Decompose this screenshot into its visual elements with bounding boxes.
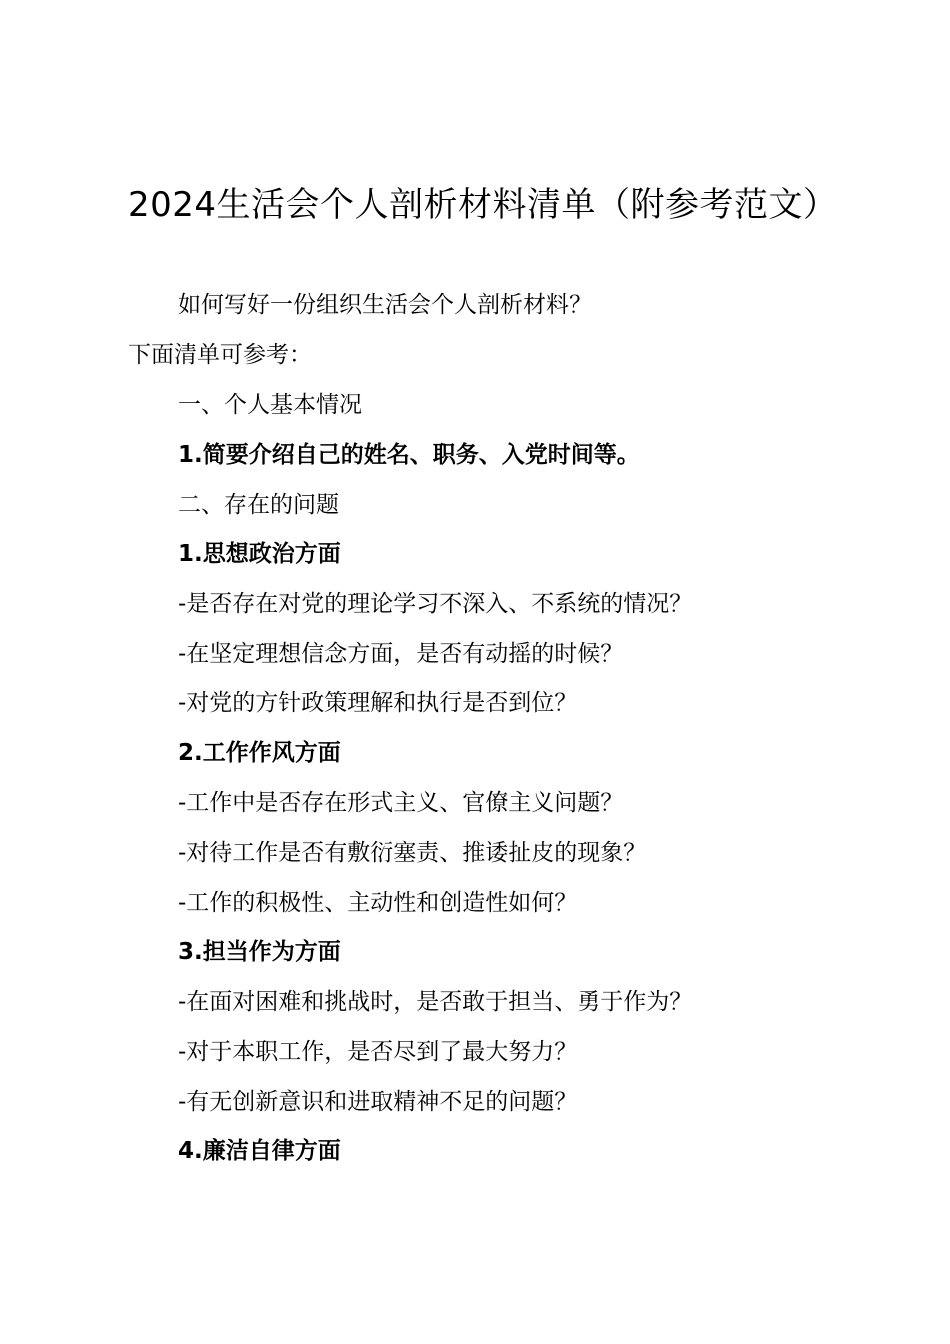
list-item: -在面对困难和挑战时，是否敢于担当、勇于作为？	[178, 989, 693, 1015]
list-item: -工作中是否存在形式主义、官僚主义问题？	[178, 790, 624, 816]
subheading-work-style: 2.工作作风方面	[178, 740, 341, 766]
list-item: -有无创新意识和进取精神不足的问题？	[178, 1089, 578, 1115]
list-item: -是否存在对党的理论学习不深入、不系统的情况？	[178, 591, 693, 617]
section-heading-2: 二、存在的问题	[178, 492, 339, 518]
paragraph-reference: 下面清单可参考：	[128, 342, 312, 368]
list-item: -在坚定理想信念方面，是否有动摇的时候？	[178, 641, 624, 667]
document-title: 2024生活会个人剖析材料清单（附参考范文）	[128, 185, 838, 225]
subheading-responsibility: 3.担当作为方面	[178, 939, 341, 965]
subheading-basic-info: 1.简要介绍自己的姓名、职务、入党时间等。	[178, 442, 640, 468]
subheading-political: 1.思想政治方面	[178, 541, 341, 567]
list-item: -对于本职工作，是否尽到了最大努力？	[178, 1039, 578, 1065]
list-item: -工作的积极性、主动性和创造性如何？	[178, 890, 578, 916]
subheading-integrity: 4.廉洁自律方面	[178, 1138, 341, 1164]
list-item: -对待工作是否有敷衍塞责、推诿扯皮的现象？	[178, 840, 647, 866]
list-item: -对党的方针政策理解和执行是否到位？	[178, 690, 578, 716]
section-heading-1: 一、个人基本情况	[178, 392, 362, 418]
paragraph-intro: 如何写好一份组织生活会个人剖析材料？	[178, 292, 592, 318]
